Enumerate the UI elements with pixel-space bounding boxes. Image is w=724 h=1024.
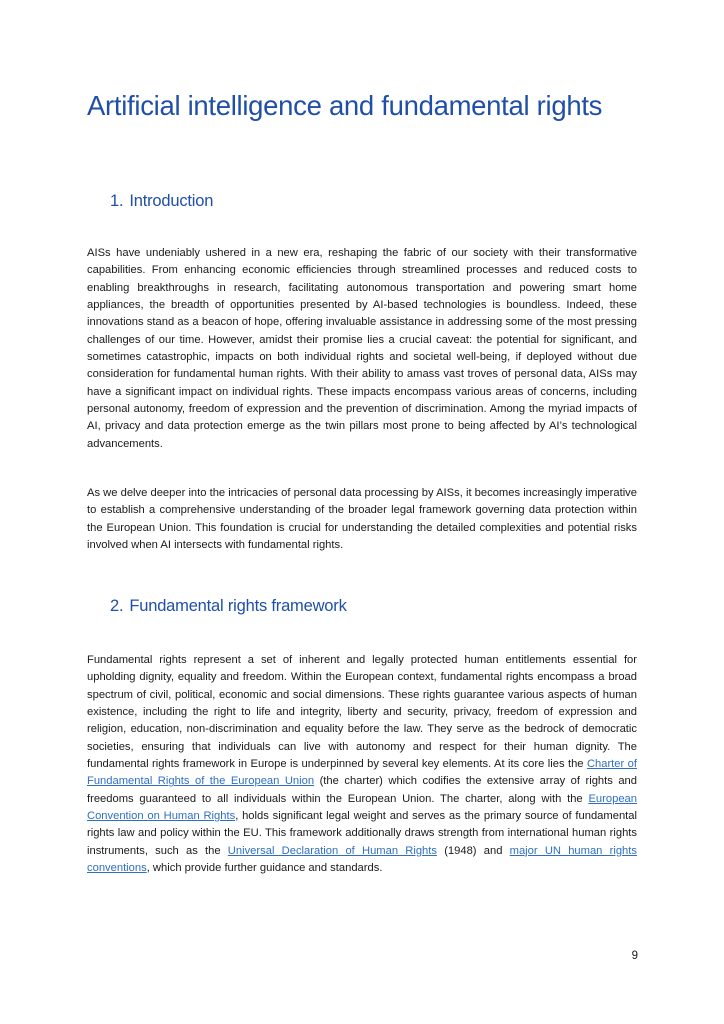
echr-link[interactable]: European Convention on Human Rights xyxy=(87,792,637,823)
introduction-paragraph-2: As we delve deeper into the intricacies of personal data processing by AISs, it becomes increasingly imperative to establish a comprehensive understanding of the broader legal framework governing data protection within the European Union. This foundation is crucial for understanding the detailed complexities and potential risks involved when AI intersects with fundamental rights. xyxy=(87,487,637,552)
section-heading-text: Introduction xyxy=(129,192,214,210)
page-title: Artificial intelligence and fundamental rights xyxy=(87,90,603,121)
paragraph-text: , holds significant legal weight and serves as the primary source of fundamental rights law and policy within the EU. This framework additionally draws strength from international human rights instruments, such as the xyxy=(87,810,637,857)
paragraph-text: , which provide further guidance and standards. xyxy=(146,862,383,875)
paragraph-text: (1948) and xyxy=(436,844,510,857)
section-heading-introduction xyxy=(110,190,213,212)
paragraph-text: Fundamental rights represent a set of inherent and legally protected human entitlements essential for upholding dignity, equality and freedom. Within the European context, fundamental rights encompass a broad spectrum of civil, political, economic and social dimensions. These rights guarantee various aspects of human existence, including the right to life and integrity, liberty and security, privacy, freedom of expression and religion, education, non-discrimination and equality before the law. They serve as the bedrock of democratic societies, ensuring that individuals can live with autonomy and respect for their human dignity. The fundamental rights framework in Europe is underpinned by several key elements. At its core lies the xyxy=(87,654,637,771)
section-heading-framework xyxy=(110,595,347,617)
section-number: 2. xyxy=(110,597,124,615)
introduction-paragraph-1: AISs have undeniably ushered in a new era, reshaping the fabric of our society with their transformative capabilities. From enhancing economic efficiencies through streamlined processes and reduced costs to enabling breakthroughs in research, facilitating autonomous transportation and powering smart home appliances, the breadth of opportunities presented by AI-based technologies is boundless. Indeed, these innovations stand as a beacon of hope, offering invaluable assistance in addressing some of the most pressing challenges of our time. However, amidst their promise lies a crucial caveat: the potential for significant, and sometimes catastrophic, impacts on both individual rights and societal well-being, if deployed without due consideration for fundamental human rights. With their ability to amass vast troves of personal data, AISs may have a significant impact on individual rights. These impacts encompass various areas of concerns, including personal autonomy, freedom of expression and the prevention of discrimination. Among the myriad impacts of AI, privacy and data protection emerge as the twin pillars most prone to being affected by AI’s technological advancements. xyxy=(87,247,637,450)
udhr-link[interactable]: Universal Declaration of Human Rights xyxy=(227,844,437,857)
paragraph-text: (the charter) which codifies the extensive array of rights and freedoms guaranteed to all individuals within the European Union. The charter, along with the xyxy=(87,775,637,805)
section-heading-text: Fundamental rights framework xyxy=(129,597,347,615)
section-number: 1. xyxy=(110,192,124,210)
page-number: 9 xyxy=(631,950,638,962)
framework-paragraph xyxy=(87,652,637,877)
charter-link[interactable]: Charter of Fundamental Rights of the European Union xyxy=(87,758,637,788)
un-conventions-link[interactable]: major UN human rights conventions xyxy=(87,844,637,875)
